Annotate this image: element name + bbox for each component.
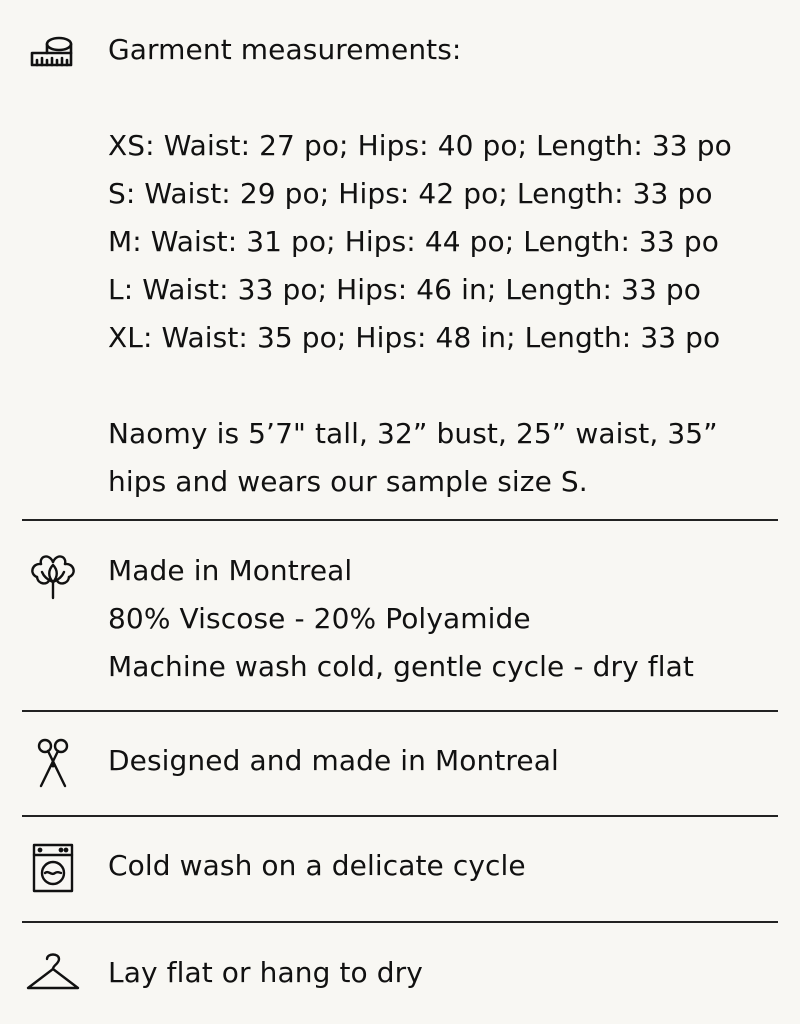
size-xs-measurements: XS: Waist: 27 po; Hips: 40 po; Length: 33 po xyxy=(108,129,732,162)
drying-section xyxy=(0,923,800,1024)
spacer xyxy=(108,74,768,122)
spacer xyxy=(108,362,768,410)
size-l-measurements: L: Waist: 33 po; Hips: 46 in; Length: 33 po xyxy=(108,273,701,306)
washing-text: Cold wash on a delicate cycle xyxy=(108,849,526,882)
measuring-tape-icon xyxy=(24,22,82,80)
composition-text xyxy=(108,547,768,691)
fabric-composition-line: 80% Viscose - 20% Polyamide xyxy=(108,602,531,635)
measurements-text xyxy=(108,26,768,506)
size-s-measurements: S: Waist: 29 po; Hips: 42 po; Length: 33 po xyxy=(108,177,713,210)
size-xl-measurements: XL: Waist: 35 po; Hips: 48 in; Length: 33 po xyxy=(108,321,721,354)
scissors-icon xyxy=(24,734,82,792)
model-note-line-2: hips and wears our sample size S. xyxy=(108,465,588,498)
hanger-icon xyxy=(24,943,82,1001)
cotton-flower-icon xyxy=(24,548,82,606)
model-note-line-1: Naomy is 5’7" tall, 32” bust, 25” waist, 35” xyxy=(108,417,718,450)
measurements-heading: Garment measurements: xyxy=(108,33,462,66)
origin-line: Made in Montreal xyxy=(108,554,353,587)
composition-section xyxy=(0,521,800,710)
drying-text: Lay flat or hang to dry xyxy=(108,956,423,989)
washing-machine-icon xyxy=(24,839,82,897)
design-section xyxy=(0,712,800,816)
size-m-measurements: M: Waist: 31 po; Hips: 44 po; Length: 33 po xyxy=(108,225,719,258)
washing-section xyxy=(0,817,800,921)
design-text: Designed and made in Montreal xyxy=(108,744,559,777)
care-line: Machine wash cold, gentle cycle - dry flat xyxy=(108,650,694,683)
